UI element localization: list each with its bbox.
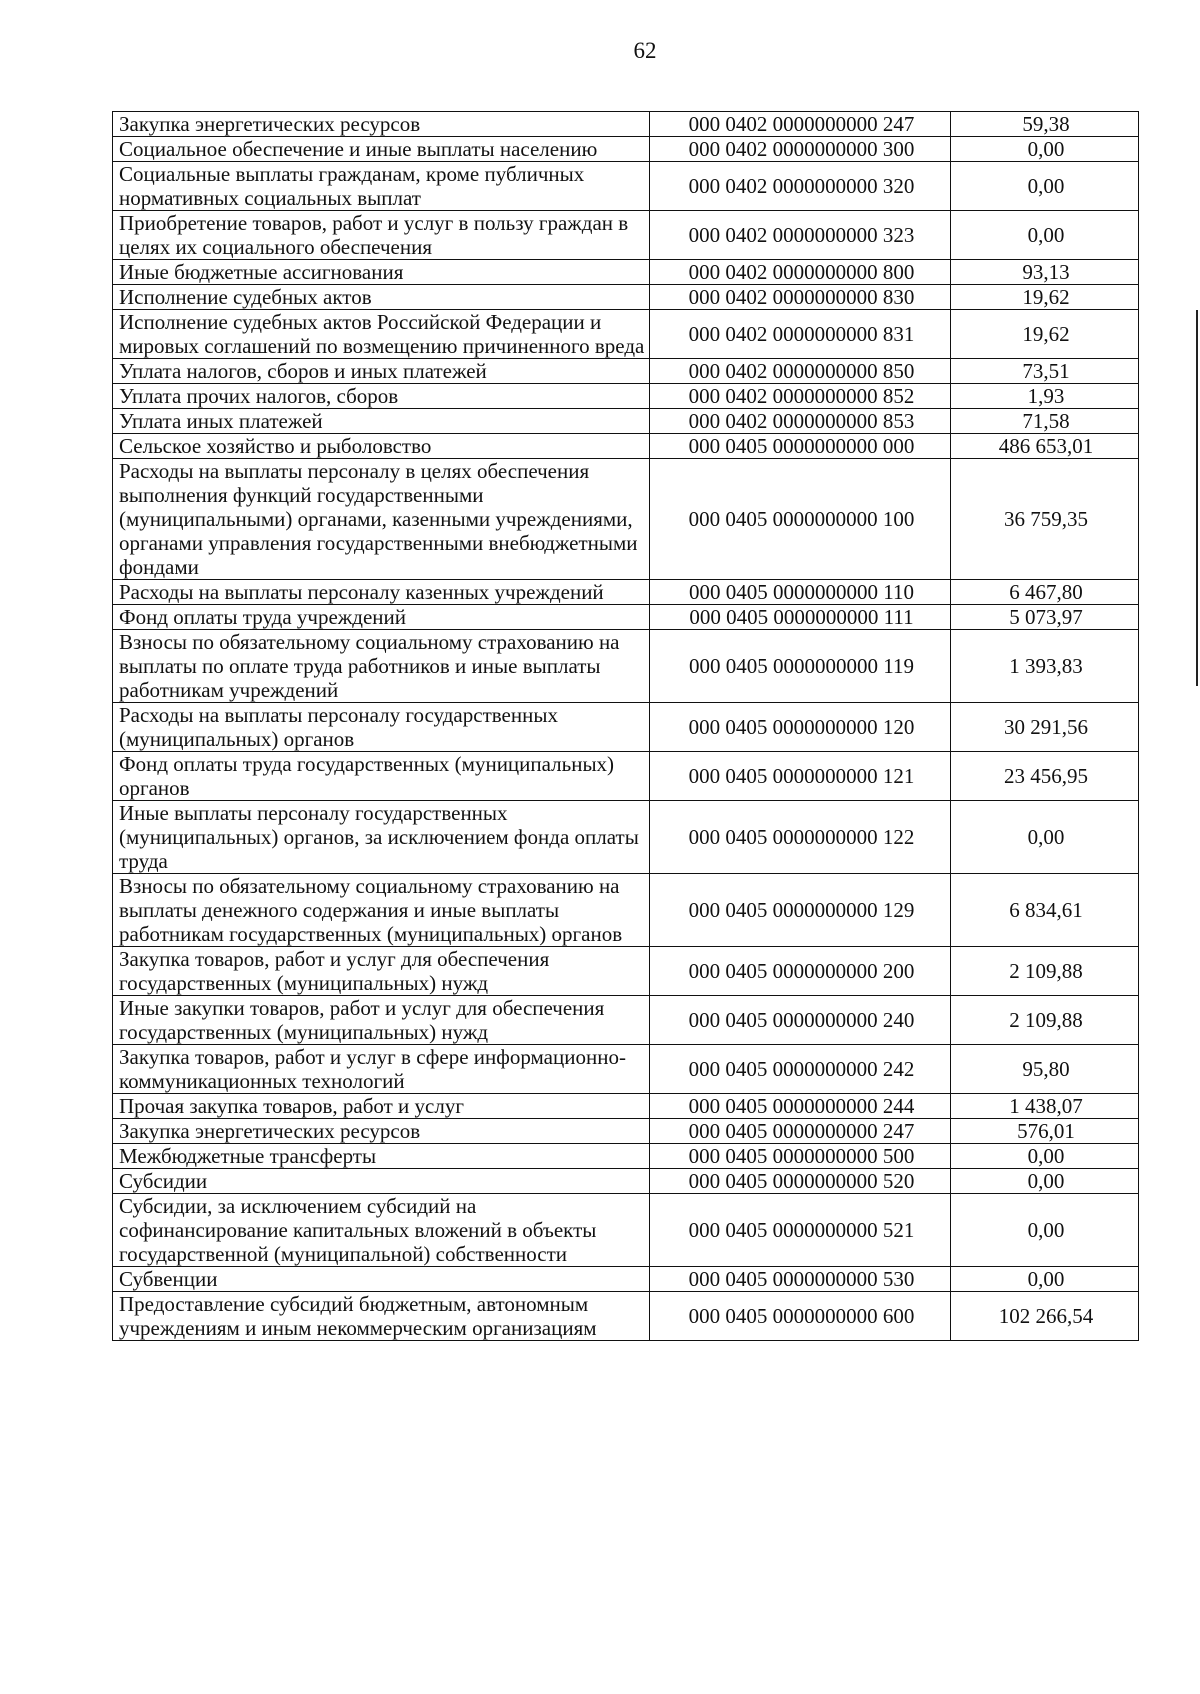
table-row <box>113 434 1139 459</box>
row-amount-cell: 71,58 <box>951 409 1139 434</box>
table-row <box>113 112 1139 137</box>
table-row <box>113 996 1139 1045</box>
row-amount-cell: 0,00 <box>951 801 1139 874</box>
row-amount-cell: 2 109,88 <box>951 996 1139 1045</box>
table-row <box>113 260 1139 285</box>
row-code-cell: 000 0405 0000000000 120 <box>650 703 951 752</box>
row-code-cell: 000 0405 0000000000 100 <box>650 459 951 580</box>
table-row <box>113 1267 1139 1292</box>
row-code-cell: 000 0405 0000000000 000 <box>650 434 951 459</box>
row-name-cell: Сельское хозяйство и рыболовство <box>113 434 650 459</box>
row-name-cell: Закупка энергетических ресурсов <box>113 1119 650 1144</box>
row-code-cell: 000 0402 0000000000 831 <box>650 310 951 359</box>
table-row <box>113 605 1139 630</box>
row-name-cell: Расходы на выплаты персоналу государственных (муниципальных) органов <box>113 703 650 752</box>
row-code-cell: 000 0402 0000000000 830 <box>650 285 951 310</box>
row-amount-cell: 36 759,35 <box>951 459 1139 580</box>
row-code-cell: 000 0405 0000000000 200 <box>650 947 951 996</box>
row-code-cell: 000 0405 0000000000 111 <box>650 605 951 630</box>
row-amount-cell: 6 834,61 <box>951 874 1139 947</box>
row-code-cell: 000 0402 0000000000 850 <box>650 359 951 384</box>
row-name-cell: Уплата иных платежей <box>113 409 650 434</box>
row-name-cell: Иные выплаты персоналу государственных (муниципальных) органов, за исключением фонда оплаты труда <box>113 801 650 874</box>
page-number: 62 <box>633 38 657 63</box>
table-row <box>113 703 1139 752</box>
row-code-cell: 000 0405 0000000000 121 <box>650 752 951 801</box>
row-code-cell: 000 0405 0000000000 240 <box>650 996 951 1045</box>
row-amount-cell: 73,51 <box>951 359 1139 384</box>
row-amount-cell: 0,00 <box>951 1169 1139 1194</box>
table-row <box>113 137 1139 162</box>
row-name-cell: Уплата налогов, сборов и иных платежей <box>113 359 650 384</box>
row-name-cell: Социальные выплаты гражданам, кроме публичных нормативных социальных выплат <box>113 162 650 211</box>
row-name-cell: Взносы по обязательному социальному страхованию на выплаты по оплате труда работников и иные выплаты работникам учреждений <box>113 630 650 703</box>
row-code-cell: 000 0402 0000000000 300 <box>650 137 951 162</box>
row-code-cell: 000 0405 0000000000 600 <box>650 1292 951 1341</box>
table-row <box>113 1119 1139 1144</box>
row-amount-cell: 5 073,97 <box>951 605 1139 630</box>
table-row <box>113 630 1139 703</box>
row-name-cell: Прочая закупка товаров, работ и услуг <box>113 1094 650 1119</box>
row-amount-cell: 2 109,88 <box>951 947 1139 996</box>
table-row <box>113 1045 1139 1094</box>
row-code-cell: 000 0402 0000000000 800 <box>650 260 951 285</box>
row-code-cell: 000 0405 0000000000 530 <box>650 1267 951 1292</box>
table-row <box>113 801 1139 874</box>
row-name-cell: Фонд оплаты труда государственных (муниципальных) органов <box>113 752 650 801</box>
row-amount-cell: 19,62 <box>951 285 1139 310</box>
table-row <box>113 359 1139 384</box>
row-name-cell: Приобретение товаров, работ и услуг в пользу граждан в целях их социального обеспечения <box>113 211 650 260</box>
row-code-cell: 000 0405 0000000000 242 <box>650 1045 951 1094</box>
row-amount-cell: 0,00 <box>951 1144 1139 1169</box>
table-row <box>113 1094 1139 1119</box>
row-amount-cell: 59,38 <box>951 112 1139 137</box>
table-row <box>113 211 1139 260</box>
margin-line <box>1196 310 1198 686</box>
row-amount-cell: 0,00 <box>951 162 1139 211</box>
row-amount-cell: 30 291,56 <box>951 703 1139 752</box>
row-name-cell: Исполнение судебных актов <box>113 285 650 310</box>
row-code-cell: 000 0405 0000000000 110 <box>650 580 951 605</box>
row-amount-cell: 23 456,95 <box>951 752 1139 801</box>
row-name-cell: Субсидии <box>113 1169 650 1194</box>
row-name-cell: Исполнение судебных актов Российской Федерации и мировых соглашений по возмещению причиненного вреда <box>113 310 650 359</box>
row-amount-cell: 576,01 <box>951 1119 1139 1144</box>
row-code-cell: 000 0405 0000000000 244 <box>650 1094 951 1119</box>
table-row <box>113 162 1139 211</box>
row-amount-cell: 95,80 <box>951 1045 1139 1094</box>
row-amount-cell: 1 393,83 <box>951 630 1139 703</box>
row-name-cell: Предоставление субсидий бюджетным, автономным учреждениям и иным некоммерческим организациям <box>113 1292 650 1341</box>
row-amount-cell: 19,62 <box>951 310 1139 359</box>
row-code-cell: 000 0402 0000000000 320 <box>650 162 951 211</box>
row-amount-cell: 0,00 <box>951 1267 1139 1292</box>
table-row <box>113 1169 1139 1194</box>
table-row <box>113 310 1139 359</box>
row-name-cell: Уплата прочих налогов, сборов <box>113 384 650 409</box>
row-name-cell: Закупка товаров, работ и услуг в сфере информационно-коммуникационных технологий <box>113 1045 650 1094</box>
row-code-cell: 000 0402 0000000000 852 <box>650 384 951 409</box>
table-row <box>113 874 1139 947</box>
row-code-cell: 000 0405 0000000000 119 <box>650 630 951 703</box>
row-amount-cell: 486 653,01 <box>951 434 1139 459</box>
row-name-cell: Расходы на выплаты персоналу казенных учреждений <box>113 580 650 605</box>
row-amount-cell: 93,13 <box>951 260 1139 285</box>
table-row <box>113 409 1139 434</box>
row-name-cell: Закупка энергетических ресурсов <box>113 112 650 137</box>
row-name-cell: Иные закупки товаров, работ и услуг для обеспечения государственных (муниципальных) нужд <box>113 996 650 1045</box>
row-code-cell: 000 0405 0000000000 129 <box>650 874 951 947</box>
row-amount-cell: 1,93 <box>951 384 1139 409</box>
row-code-cell: 000 0402 0000000000 323 <box>650 211 951 260</box>
row-code-cell: 000 0405 0000000000 247 <box>650 1119 951 1144</box>
row-amount-cell: 102 266,54 <box>951 1292 1139 1341</box>
row-code-cell: 000 0405 0000000000 520 <box>650 1169 951 1194</box>
row-code-cell: 000 0402 0000000000 853 <box>650 409 951 434</box>
table-row <box>113 947 1139 996</box>
table-row <box>113 459 1139 580</box>
row-name-cell: Иные бюджетные ассигнования <box>113 260 650 285</box>
row-name-cell: Субсидии, за исключением субсидий на софинансирование капитальных вложений в объекты государственной (муниципальной) собственности <box>113 1194 650 1267</box>
row-amount-cell: 6 467,80 <box>951 580 1139 605</box>
row-code-cell: 000 0402 0000000000 247 <box>650 112 951 137</box>
row-code-cell: 000 0405 0000000000 521 <box>650 1194 951 1267</box>
table-row <box>113 285 1139 310</box>
row-amount-cell: 0,00 <box>951 137 1139 162</box>
table-row <box>113 1194 1139 1267</box>
row-code-cell: 000 0405 0000000000 122 <box>650 801 951 874</box>
table-row <box>113 1292 1139 1341</box>
table-row <box>113 384 1139 409</box>
table-row <box>113 1144 1139 1169</box>
row-name-cell: Фонд оплаты труда учреждений <box>113 605 650 630</box>
row-name-cell: Расходы на выплаты персоналу в целях обеспечения выполнения функций государственными (муниципальными) органами, казенными учреждениями, органами управления государственными внебюджетными фондами <box>113 459 650 580</box>
budget-table-body <box>113 112 1139 1341</box>
table-row <box>113 752 1139 801</box>
row-name-cell: Закупка товаров, работ и услуг для обеспечения государственных (муниципальных) нужд <box>113 947 650 996</box>
row-amount-cell: 1 438,07 <box>951 1094 1139 1119</box>
budget-table <box>112 111 1139 1341</box>
row-name-cell: Субвенции <box>113 1267 650 1292</box>
row-amount-cell: 0,00 <box>951 1194 1139 1267</box>
row-name-cell: Социальное обеспечение и иные выплаты населению <box>113 137 650 162</box>
row-name-cell: Межбюджетные трансферты <box>113 1144 650 1169</box>
row-amount-cell: 0,00 <box>951 211 1139 260</box>
row-name-cell: Взносы по обязательному социальному страхованию на выплаты денежного содержания и иные выплаты работникам государственных (муниципальных) органов <box>113 874 650 947</box>
row-code-cell: 000 0405 0000000000 500 <box>650 1144 951 1169</box>
table-row <box>113 580 1139 605</box>
